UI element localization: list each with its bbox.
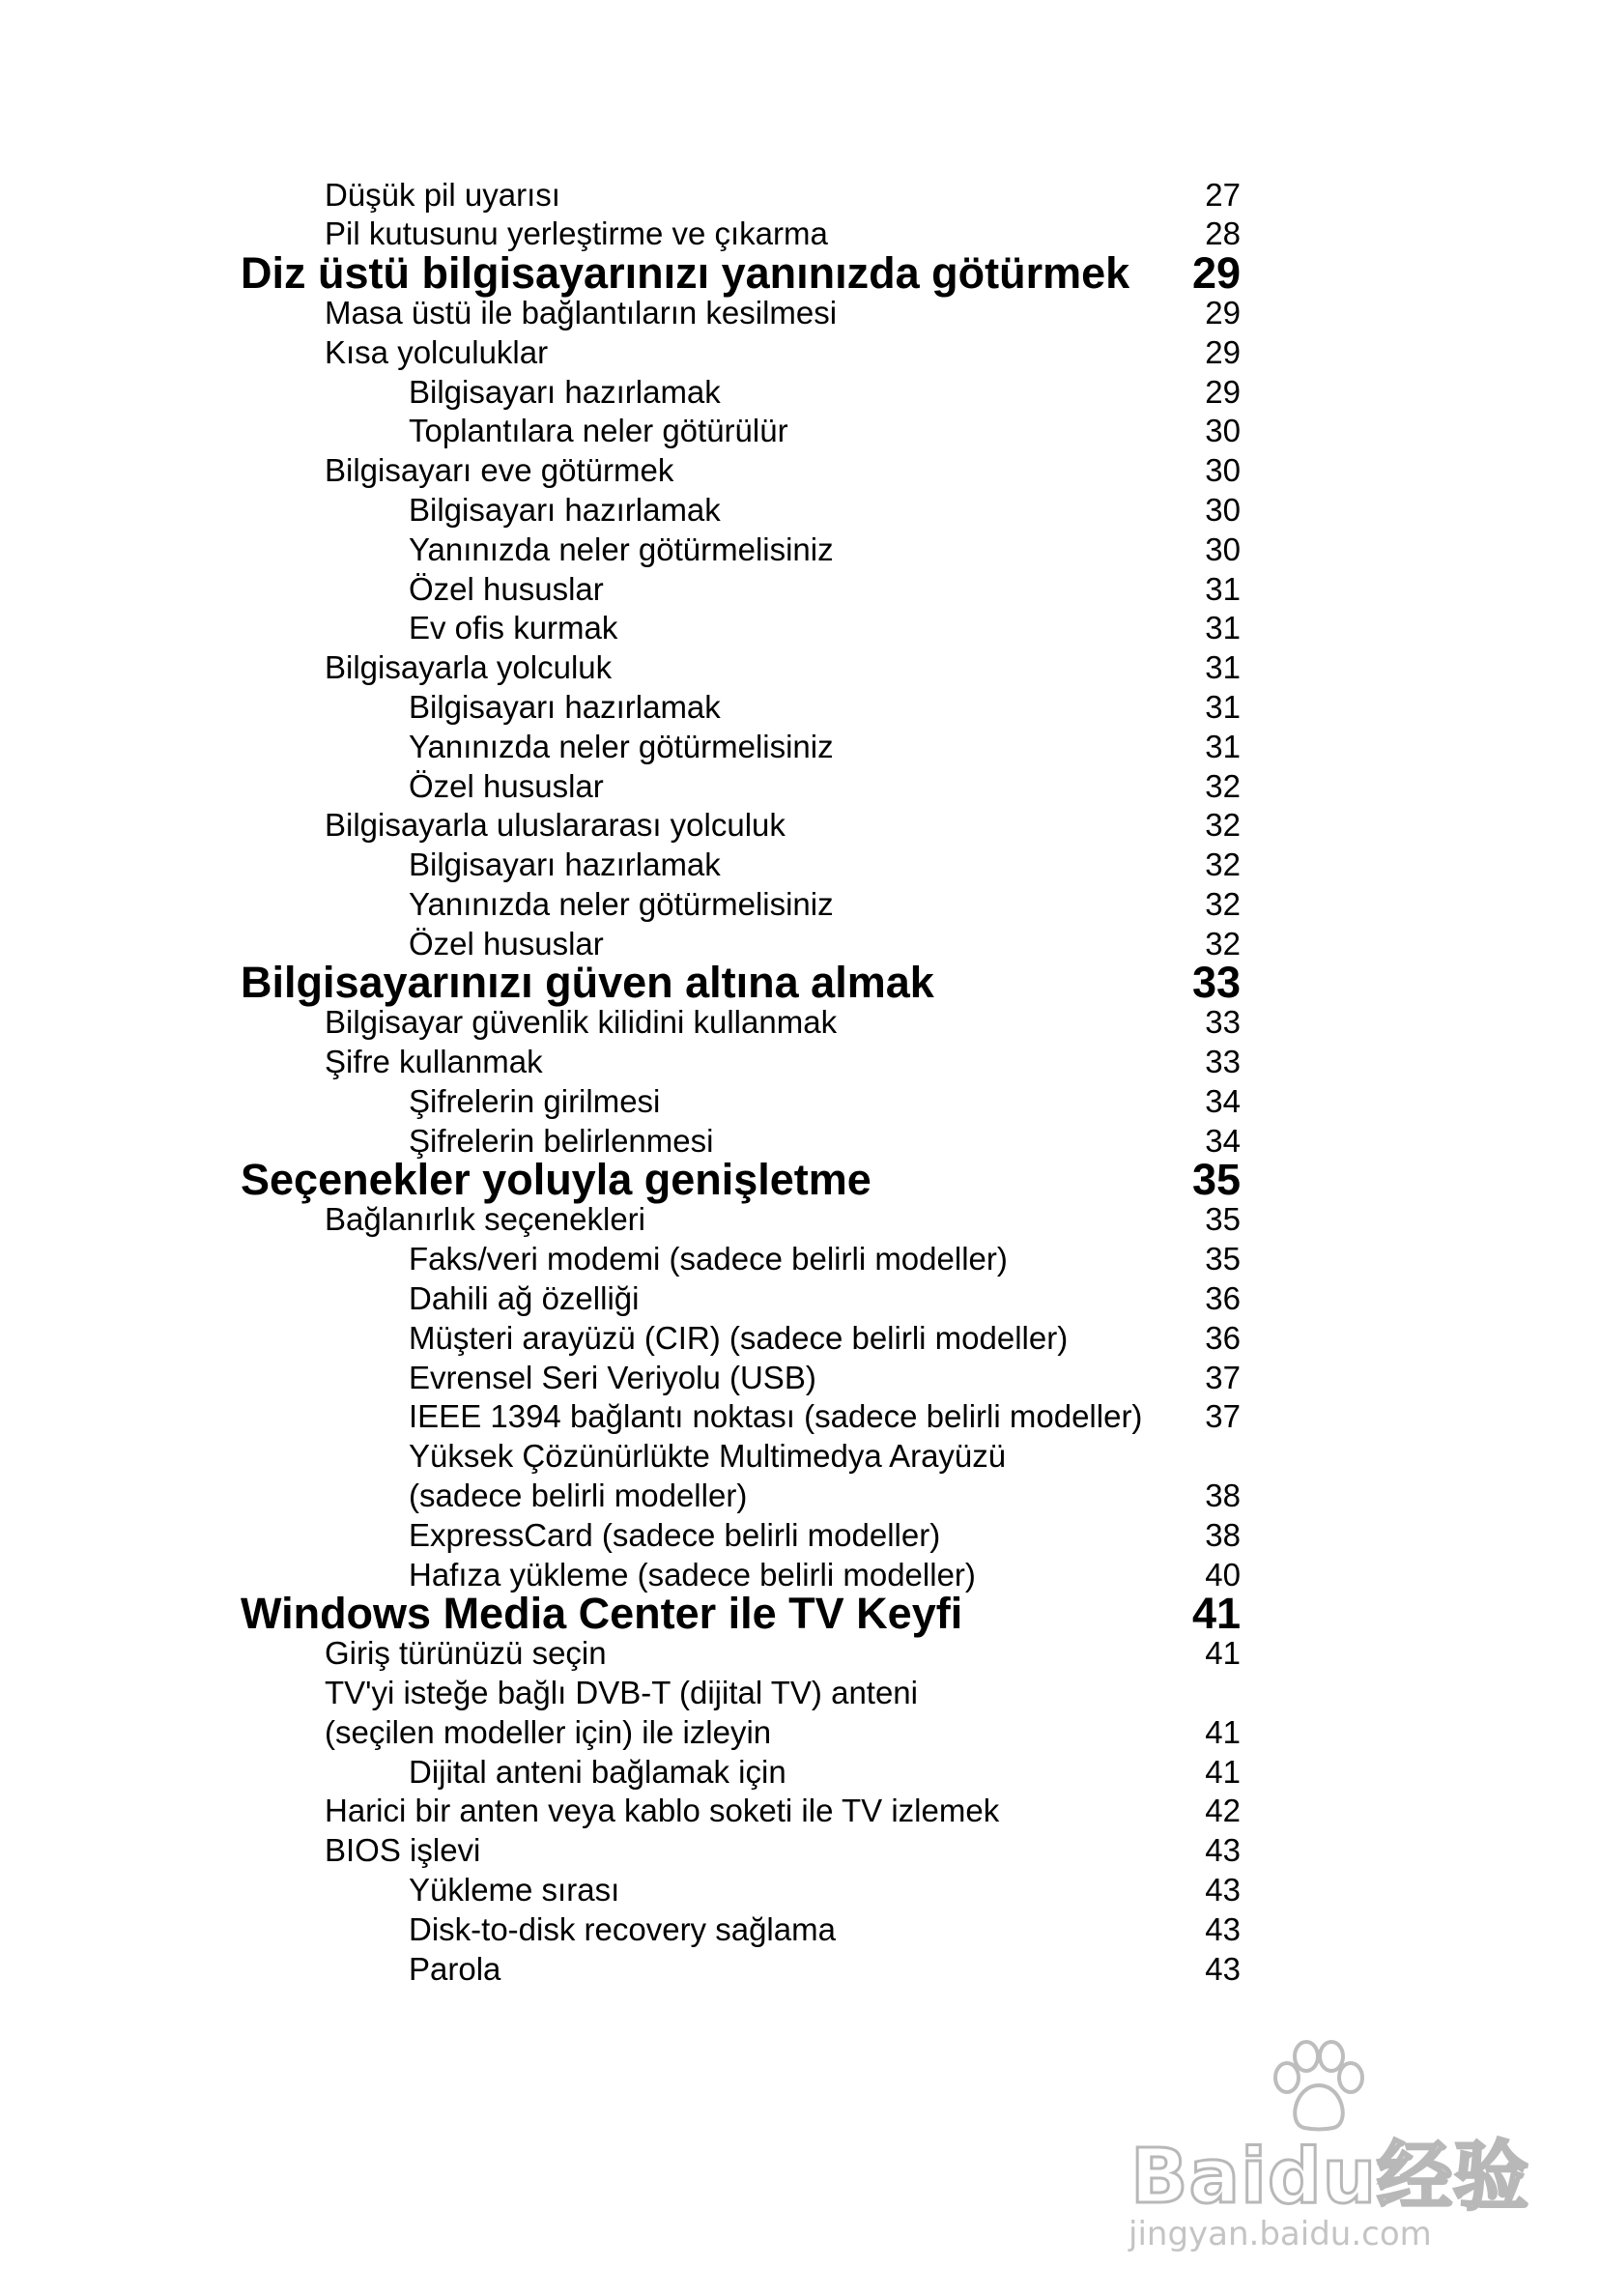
toc-entry-page: 33	[1205, 1044, 1241, 1080]
toc-entry-title: Bilgisayarı hazırlamak	[409, 688, 721, 725]
toc-entry-title: Bilgisayarı hazırlamak	[409, 847, 721, 883]
toc-entry-page: 35	[1205, 1241, 1241, 1277]
toc-entry	[0, 1320, 1600, 1359]
toc-entry-page: 31	[1205, 649, 1241, 686]
toc-entry	[0, 807, 1600, 846]
toc-entry-title: Müşteri arayüzü (CIR) (sadece belirli modeller)	[409, 1319, 1069, 1356]
toc-entry-page: 41	[1191, 1588, 1241, 1638]
toc-entry	[0, 571, 1600, 610]
toc-chapter	[0, 248, 1600, 301]
toc-entry-page: 28	[1205, 215, 1241, 252]
toc-entry-page: 43	[1205, 1950, 1241, 1987]
toc-entry-title: Dahili ağ özelliği	[409, 1279, 640, 1316]
toc-entry	[0, 452, 1600, 491]
toc-entry-title: Bilgisayarınızı güven altına almak	[241, 958, 934, 1008]
toc-entry-title: Windows Media Center ile TV Keyfi	[241, 1588, 963, 1638]
toc-entry-page: 43	[1205, 1832, 1241, 1869]
toc-entry	[0, 1635, 1600, 1674]
toc-entry-page: 35	[1205, 1201, 1241, 1238]
toc-entry-page: 36	[1205, 1319, 1241, 1356]
toc-entry-title: Bilgisayarla yolculuk	[325, 649, 613, 686]
toc-entry	[0, 1714, 1600, 1753]
toc-entry-title: Şifre kullanmak	[325, 1044, 543, 1080]
toc-entry-title: Pil kutusunu yerleştirme ve çıkarma	[325, 215, 828, 252]
toc-entry-page: 32	[1205, 807, 1241, 844]
toc-entry-title: Evrensel Seri Veriyolu (USB)	[409, 1359, 816, 1395]
toc-entry-page: 41	[1205, 1713, 1241, 1750]
toc-entry	[0, 729, 1600, 767]
toc-entry-title: Özel hususlar	[409, 767, 604, 804]
toc-entry-page: 31	[1205, 570, 1241, 607]
toc-entry-page: 41	[1205, 1635, 1241, 1672]
toc-entry	[0, 334, 1600, 373]
toc-entry-title: Seçenekler yoluyla genişletme	[241, 1155, 871, 1205]
toc-entry	[0, 1044, 1600, 1082]
toc-entry-page: 37	[1205, 1398, 1241, 1435]
toc-entry-page: 32	[1205, 925, 1241, 961]
toc-entry	[0, 492, 1600, 531]
toc-entry	[0, 1280, 1600, 1319]
toc-entry-title: Bağlanırlık seçenekleri	[325, 1201, 645, 1238]
toc-entry	[0, 177, 1600, 215]
toc-entry-page: 43	[1205, 1910, 1241, 1947]
toc-entry-page: 31	[1205, 688, 1241, 725]
toc-entry-title: (sadece belirli modeller)	[409, 1477, 748, 1513]
toc-entry-title: Disk-to-disk recovery sağlama	[409, 1910, 836, 1947]
toc-entry-title: Bilgisayarla uluslararası yolculuk	[325, 807, 786, 844]
toc-entry	[0, 1478, 1600, 1516]
toc-entry	[0, 1004, 1600, 1043]
watermark-url: jingyan.baidu.com	[1129, 2215, 1432, 2253]
toc-entry	[0, 1241, 1600, 1279]
toc-entry-title: Şifrelerin belirlenmesi	[409, 1122, 714, 1159]
toc-entry	[0, 531, 1600, 570]
toc-entry-title: Özel hususlar	[409, 925, 604, 961]
toc-entry	[0, 649, 1600, 688]
toc-entry-title: Yüksek Çözünürlükte Multimedya Arayüzü	[409, 1438, 1007, 1475]
toc-entry-page: 38	[1205, 1516, 1241, 1553]
toc-entry-page: 31	[1205, 728, 1241, 764]
toc-entry	[0, 1675, 1600, 1713]
toc-chapter	[0, 1589, 1600, 1641]
toc-entry-title: Bilgisayarı hazırlamak	[409, 373, 721, 410]
toc-entry-page: 29	[1205, 333, 1241, 370]
toc-entry-page: 33	[1191, 958, 1241, 1008]
toc-entry-page: 34	[1205, 1122, 1241, 1159]
toc-entry	[0, 768, 1600, 807]
toc-entry	[0, 1398, 1600, 1437]
toc-entry-page: 30	[1205, 531, 1241, 567]
toc-entry-page: 35	[1191, 1155, 1241, 1205]
toc-entry-title: Yanınızda neler götürmelisiniz	[409, 728, 834, 764]
toc-entry-title: Yanınızda neler götürmelisiniz	[409, 531, 834, 567]
toc-entry	[0, 1754, 1600, 1793]
baidu-watermark	[1121, 2029, 1530, 2253]
toc-entry-title: Hafıza yükleme (sadece belirli modeller)	[409, 1556, 976, 1593]
toc-entry-page: 43	[1205, 1871, 1241, 1908]
toc-entry-page: 42	[1205, 1793, 1241, 1829]
toc-entry-title: Dijital anteni bağlamak için	[409, 1753, 786, 1790]
toc-entry	[0, 886, 1600, 925]
toc-entry-title: Özel hususlar	[409, 570, 604, 607]
toc-entry-page: 32	[1205, 885, 1241, 922]
toc-entry	[0, 610, 1600, 648]
toc-entry-page: 38	[1205, 1477, 1241, 1513]
toc-entry-page: 40	[1205, 1556, 1241, 1593]
toc-entry	[0, 1083, 1600, 1122]
toc-entry	[0, 689, 1600, 728]
toc-entry-title: Yükleme sırası	[409, 1871, 620, 1908]
toc-entry	[0, 1438, 1600, 1477]
toc-entry	[0, 1872, 1600, 1910]
toc-entry-title: Kısa yolculuklar	[325, 333, 549, 370]
toc-entry	[0, 413, 1600, 451]
toc-entry-title: Harici bir anten veya kablo soketi ile TV izlemek	[325, 1793, 1000, 1829]
toc-entry	[0, 1951, 1600, 1990]
toc-entry-title: Faks/veri modemi (sadece belirli modeller)	[409, 1241, 1008, 1277]
toc-entry-title: TV'yi isteğe bağlı DVB-T (dijital TV) anteni	[325, 1674, 918, 1710]
toc-entry	[0, 1360, 1600, 1398]
toc-entry-title: Yanınızda neler götürmelisiniz	[409, 885, 834, 922]
toc-entry-title: Ev ofis kurmak	[409, 610, 618, 646]
toc-entry-title: Masa üstü ile bağlantıların kesilmesi	[325, 294, 838, 330]
toc-entry-page: 29	[1205, 294, 1241, 330]
toc-entry-page: 41	[1205, 1753, 1241, 1790]
toc-entry-page: 34	[1205, 1082, 1241, 1119]
toc-entry	[0, 847, 1600, 885]
toc-entry-page: 33	[1205, 1004, 1241, 1041]
toc-entry-page: 30	[1205, 491, 1241, 528]
toc-entry	[0, 1517, 1600, 1556]
toc-entry	[0, 374, 1600, 413]
toc-entry-page: 29	[1191, 247, 1241, 298]
toc-entry-title: Bilgisayarı hazırlamak	[409, 491, 721, 528]
toc-entry-title: (seçilen modeller için) ile izleyin	[325, 1713, 772, 1750]
toc-entry-title: IEEE 1394 bağlantı noktası (sadece belirli modeller)	[409, 1398, 1143, 1435]
toc-entry-page: 27	[1205, 176, 1241, 213]
toc-entry-title: Giriş türünüzü seçin	[325, 1635, 607, 1672]
toc-entry-title: ExpressCard (sadece belirli modeller)	[409, 1516, 941, 1553]
toc-entry-page: 30	[1205, 413, 1241, 449]
toc-entry-title: Şifrelerin girilmesi	[409, 1082, 661, 1119]
toc-entry	[0, 1911, 1600, 1950]
toc-entry	[0, 1832, 1600, 1871]
toc-entry-title: Parola	[409, 1950, 501, 1987]
toc-entry-page: 32	[1205, 847, 1241, 883]
toc-entry	[0, 1201, 1600, 1240]
toc-entry-title: Toplantılara neler götürülür	[409, 413, 788, 449]
toc-entry-page: 29	[1205, 373, 1241, 410]
toc-entry	[0, 1793, 1600, 1831]
watermark-brand: Baidu经验	[1130, 2134, 1530, 2221]
toc-entry-page: 31	[1205, 610, 1241, 646]
toc-entry-title: Düşük pil uyarısı	[325, 176, 560, 213]
toc-entry-title: Diz üstü bilgisayarınızı yanınızda götürmek	[241, 247, 1130, 298]
toc-entry	[0, 295, 1600, 333]
toc-entry-title: Bilgisayar güvenlik kilidini kullanmak	[325, 1004, 838, 1041]
toc-chapter	[0, 958, 1600, 1010]
toc-entry-page: 30	[1205, 452, 1241, 489]
toc-chapter	[0, 1155, 1600, 1207]
toc-entry-page: 36	[1205, 1279, 1241, 1316]
toc-entry-page: 32	[1205, 767, 1241, 804]
toc-entry-title: Bilgisayarı eve götürmek	[325, 452, 674, 489]
toc-entry-page: 37	[1205, 1359, 1241, 1395]
toc-entry-title: BIOS işlevi	[325, 1832, 481, 1869]
